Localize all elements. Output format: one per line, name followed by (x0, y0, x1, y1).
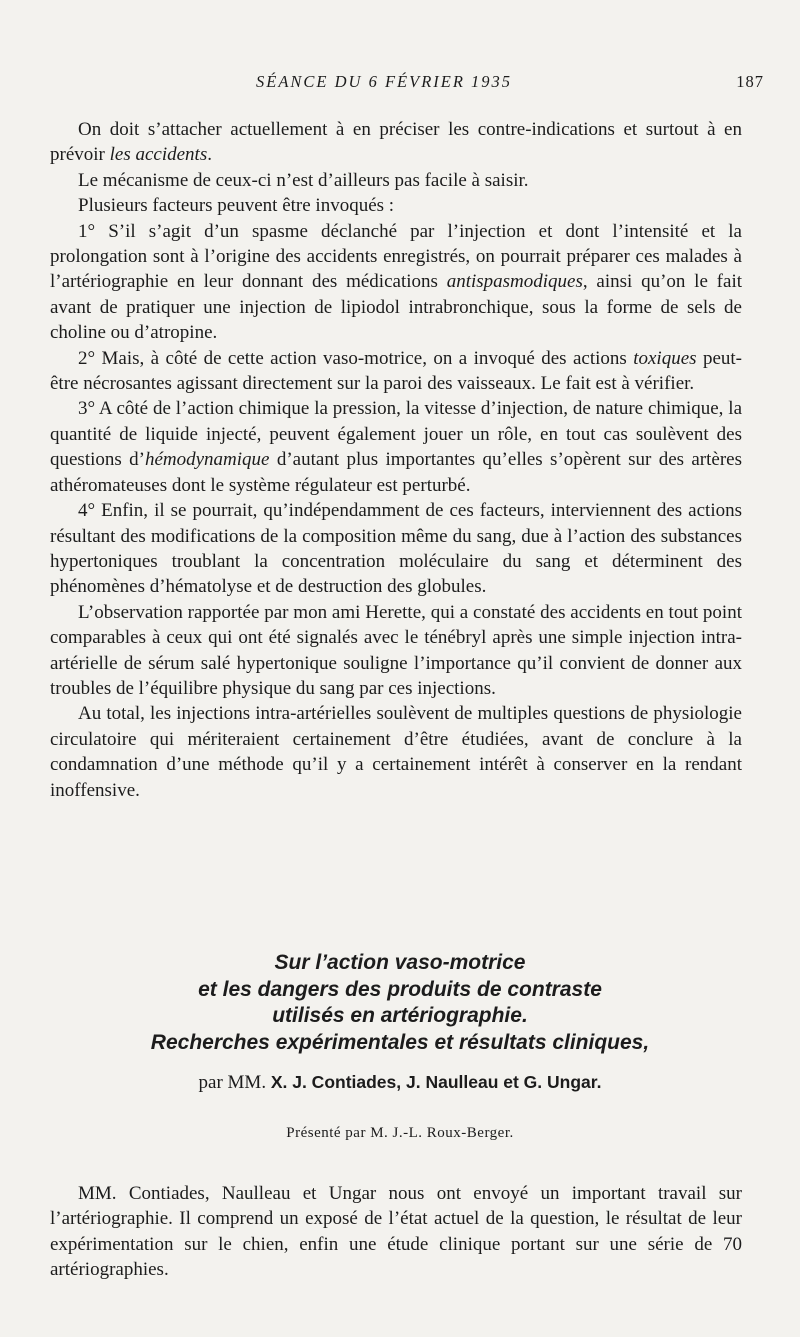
paragraph (50, 346, 742, 397)
text-run: 1° S’il s’agit d’un spasme déclanché par l’injection et dont l’intensité et la prolongation sont à l’origine des accidents enregistrés, on pourrait préparer ces malades à l’artériographie en leur donnant des médications (50, 220, 742, 293)
text-run: Au total, les injections intra-artérielles soulèvent de multiples questions de physiologie circulatoire qui mériteraient certainement d’être étudiées, avant de conclure à la condamnation d’une méthode qu’il y a certainement intérêt à conserver en la rendant inoffensive. (50, 703, 742, 801)
body-text-bottom (50, 1181, 742, 1283)
title-line: utilisés en artériographie. (272, 1004, 528, 1027)
running-header (0, 72, 800, 94)
text-run: 3° A côté de l’action chimique la pression, la vitesse d’injection, de nature chimique, la quantité de liquide injecté, peuvent également jouer un rôle, en tout cas soulèvent des questions d’ (50, 398, 742, 471)
paragraph (50, 193, 742, 218)
paragraph (50, 1181, 742, 1283)
paragraph (50, 498, 742, 600)
italic-run: hémodynamique (144, 449, 270, 471)
byline (0, 1072, 800, 1094)
title-line: Sur l’action vaso-motrice (274, 951, 526, 974)
body-text-top (50, 117, 742, 803)
paragraph (50, 396, 742, 498)
italic-run: toxiques (633, 347, 697, 369)
article-title (50, 950, 750, 1056)
text-run: peut-être nécrosantes agissant directement sur la paroi des vaisseaux. Le fait est à vérifier. (50, 347, 742, 395)
italic-run: antispasmodiques (446, 271, 583, 293)
author-names: X. J. Contiades, J. Naulleau et G. Ungar. (270, 1072, 602, 1092)
title-line: et les dangers des produits de contraste (198, 977, 602, 1001)
paragraph (50, 600, 742, 702)
title-line: Recherches expérimentales et résultats cliniques, (150, 1030, 650, 1054)
text-run: , ainsi qu’on le fait avant de pratiquer une injection de lipiodol intrabronchique, sous la forme de sels de choline ou d’atropine. (50, 271, 742, 344)
running-title: SÉANCE DU 6 FÉVRIER 1935 (256, 72, 513, 91)
page-number: 187 (736, 72, 764, 91)
text-run: . (207, 144, 212, 166)
presented-by: Présenté par M. J.-L. Roux-Berger. (286, 1125, 514, 1141)
text-run: 4° Enfin, il se pourrait, qu’indépendamment de ces facteurs, interviennent des actions résultant des modifications de la composition même du sang, due à l’action des substances hypertoniques troublant la concentration moléculaire du sang et déterminent des phénomènes d’hématolyse et de destruction des globules. (50, 500, 742, 598)
paragraph (50, 219, 742, 346)
text-run: Le mécanisme de ceux-ci n’est d’ailleurs pas facile à saisir. (78, 169, 529, 191)
text-run: On doit s’attacher actuellement à en préciser les contre-indications et surtout à en prévoir (50, 119, 742, 166)
text-run: 2° Mais, à côté de cette action vaso-motrice, on a invoqué des actions (78, 347, 634, 369)
text-run: MM. Contiades, Naulleau et Ungar nous ont envoyé un important travail sur l’artériographie. Il comprend un exposé de l’état actuel de la question, le résultat de leur expérimentation sur le chien, enfin une étude clinique portant sur une série de 70 artériographies. (50, 1183, 742, 1281)
italic-run: les accidents (109, 144, 208, 166)
paragraph (50, 701, 742, 803)
text-run: d’autant plus importantes qu’elles s’opèrent sur des artères athéromateuses dont le système régulateur est perturbé. (50, 449, 743, 496)
text-run: Plusieurs facteurs peuvent être invoqués : (78, 195, 395, 217)
byline-prefix: par MM. (198, 1072, 267, 1093)
text-run: L’observation rapportée par mon ami Herette, qui a constaté des accidents en tout point comparables à ceux qui ont été signalés avec le ténébryl après une simple injection intra-artérielle de sérum salé hypertonique souligne l’importance qu’il convient de donner aux troubles de l’équilibre physique du sang par ces injections. (50, 601, 742, 699)
paragraph (50, 168, 742, 193)
paragraph (50, 117, 742, 168)
